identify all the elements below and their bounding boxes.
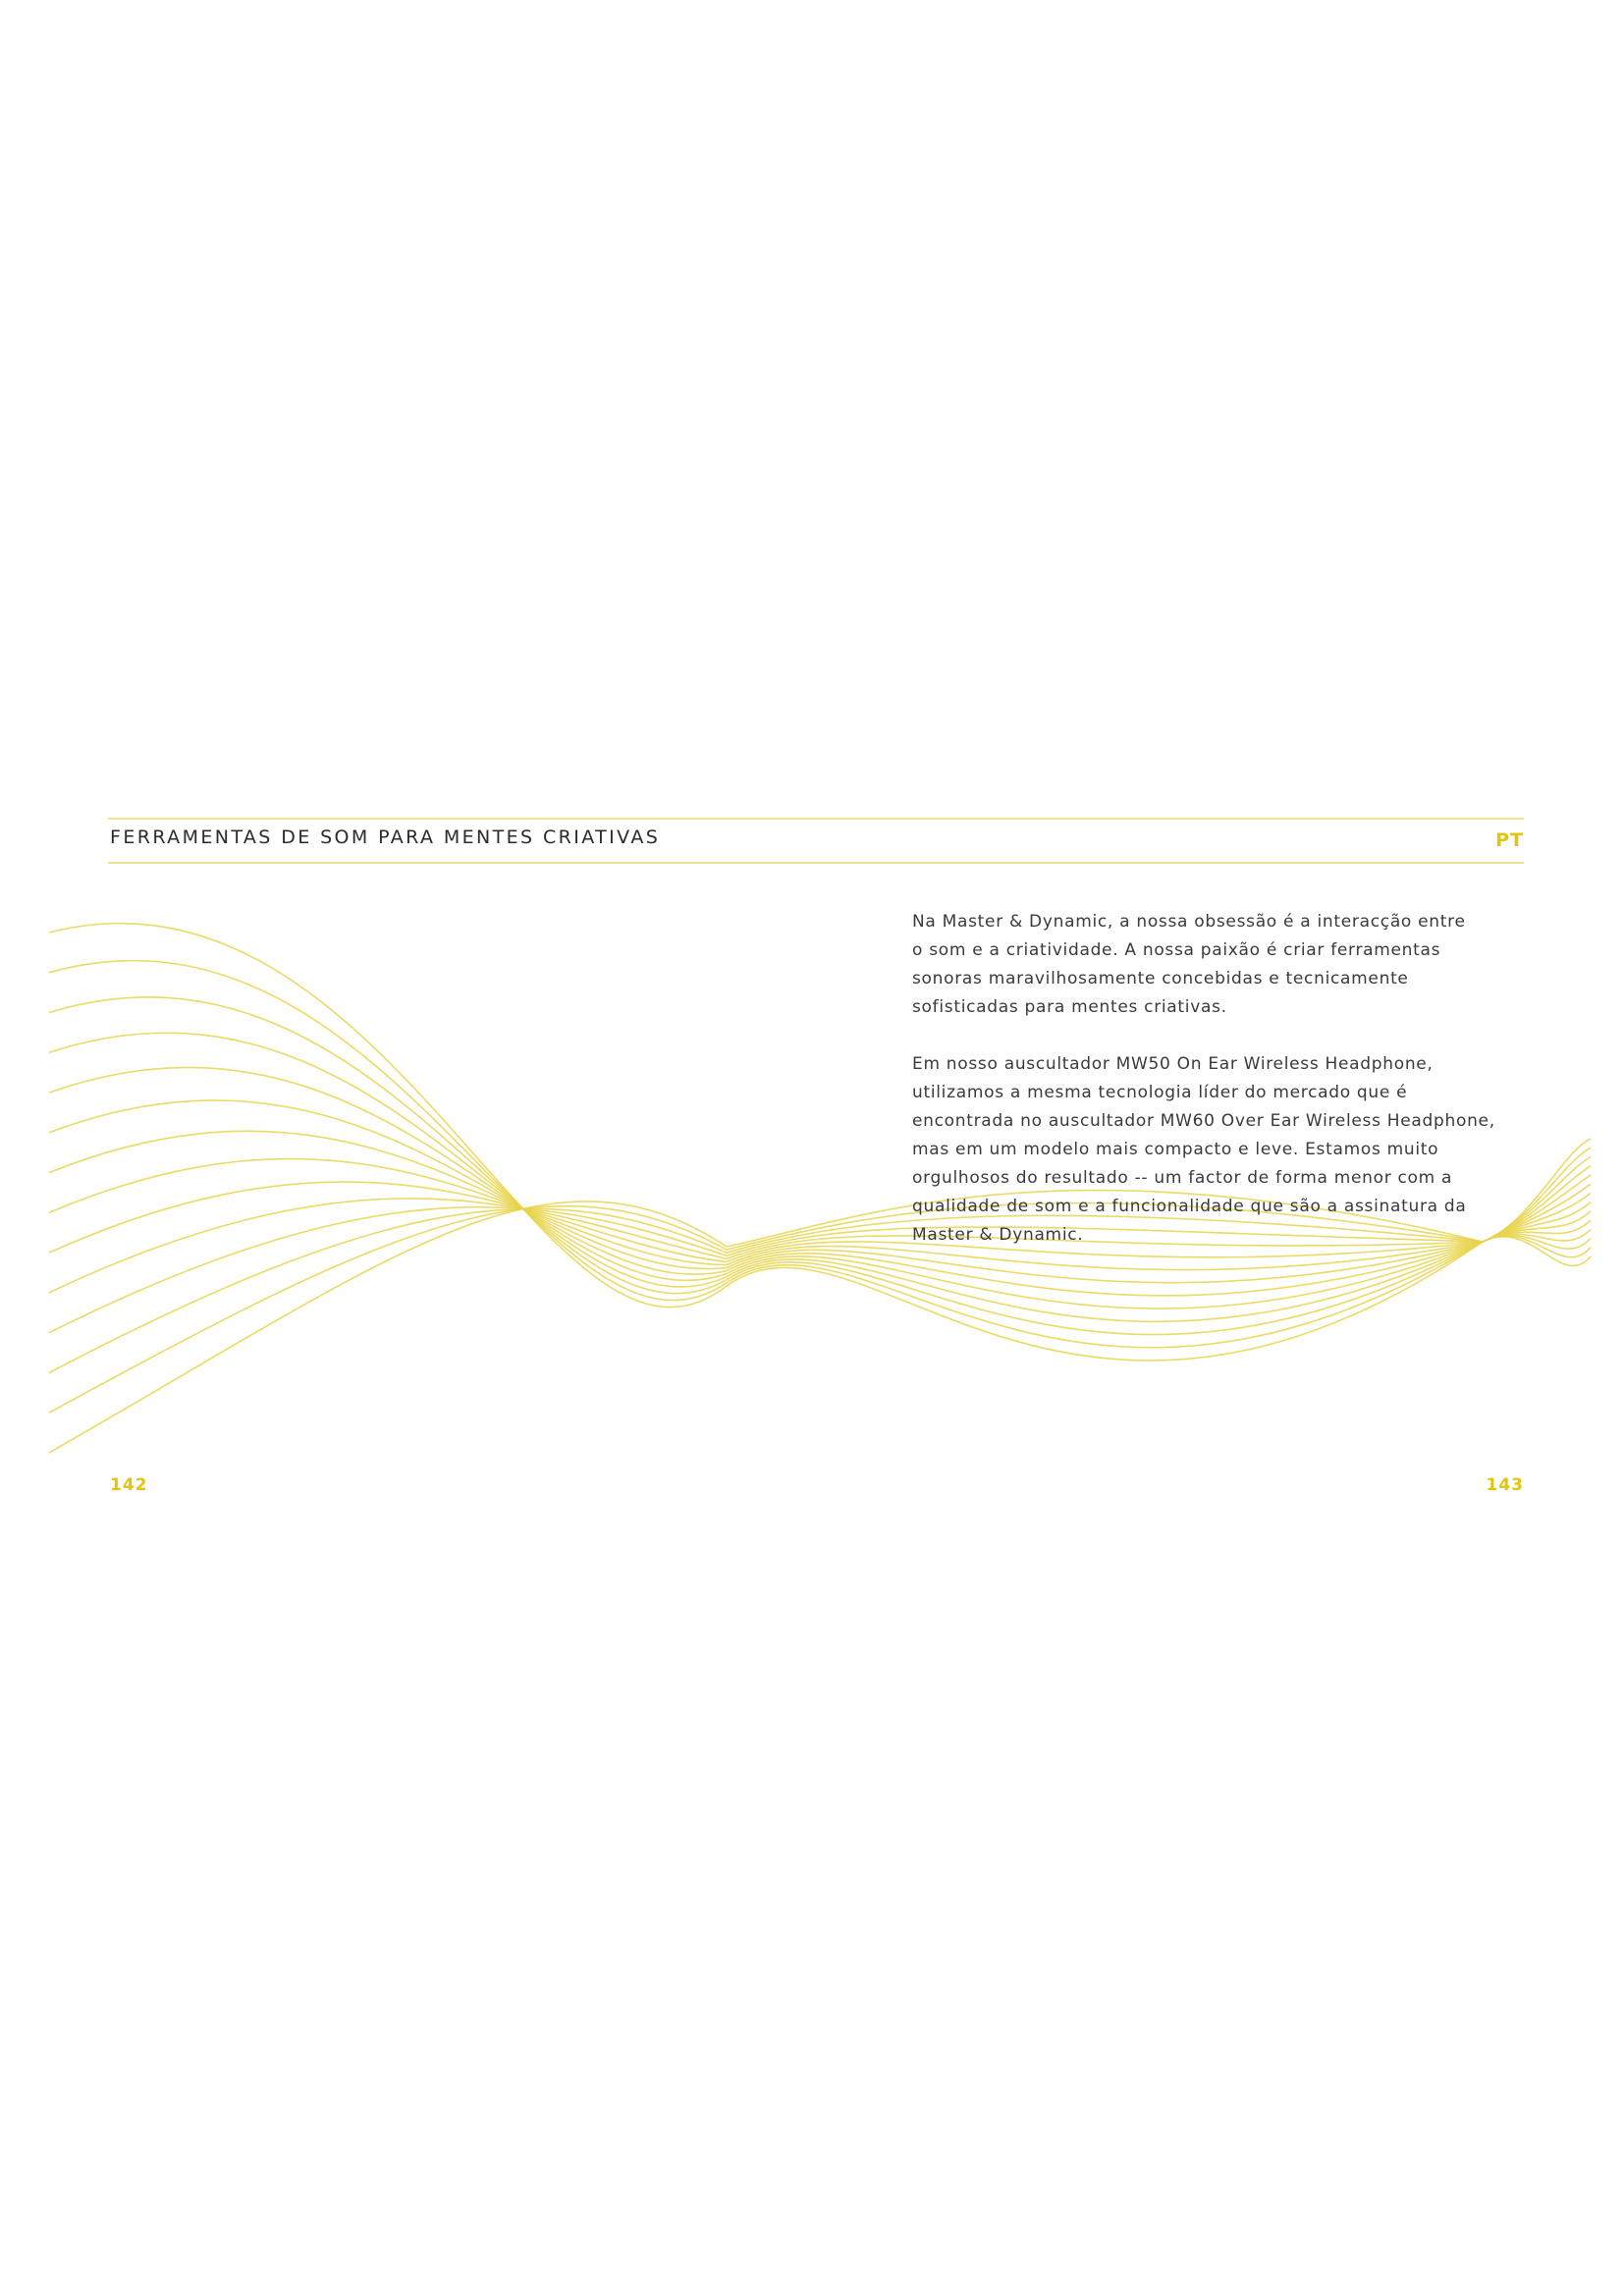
language-code: PT bbox=[1495, 829, 1524, 851]
body-paragraph-1: Na Master & Dynamic, a nossa obsessão é a interacção entre o som e a criatividade. A nossa paixão é criar ferramentas sonoras maravilhosamente concebidas e tecnicamente sofisticadas para mentes criativas. bbox=[912, 912, 1466, 1017]
section-title: FERRAMENTAS DE SOM PARA MENTES CRIATIVAS bbox=[110, 827, 661, 848]
page-number-left: 142 bbox=[110, 1475, 148, 1495]
body-paragraph-2: Em nosso auscultador MW50 On Ear Wireless Headphone, utilizamos a mesma tecnologia líder do mercado que é encontrada no auscultador MW60 Over Ear Wireless Headphone, mas em um modelo mais compacto e leve. Estamos muito orgulhosos do resultado -- um factor de forma menor com a qualidade de som e a funcionalidade que são a assinatura da Master & Dynamic. bbox=[912, 1054, 1495, 1245]
body-text bbox=[912, 908, 1501, 1278]
page-number-right: 143 bbox=[1486, 1475, 1524, 1495]
